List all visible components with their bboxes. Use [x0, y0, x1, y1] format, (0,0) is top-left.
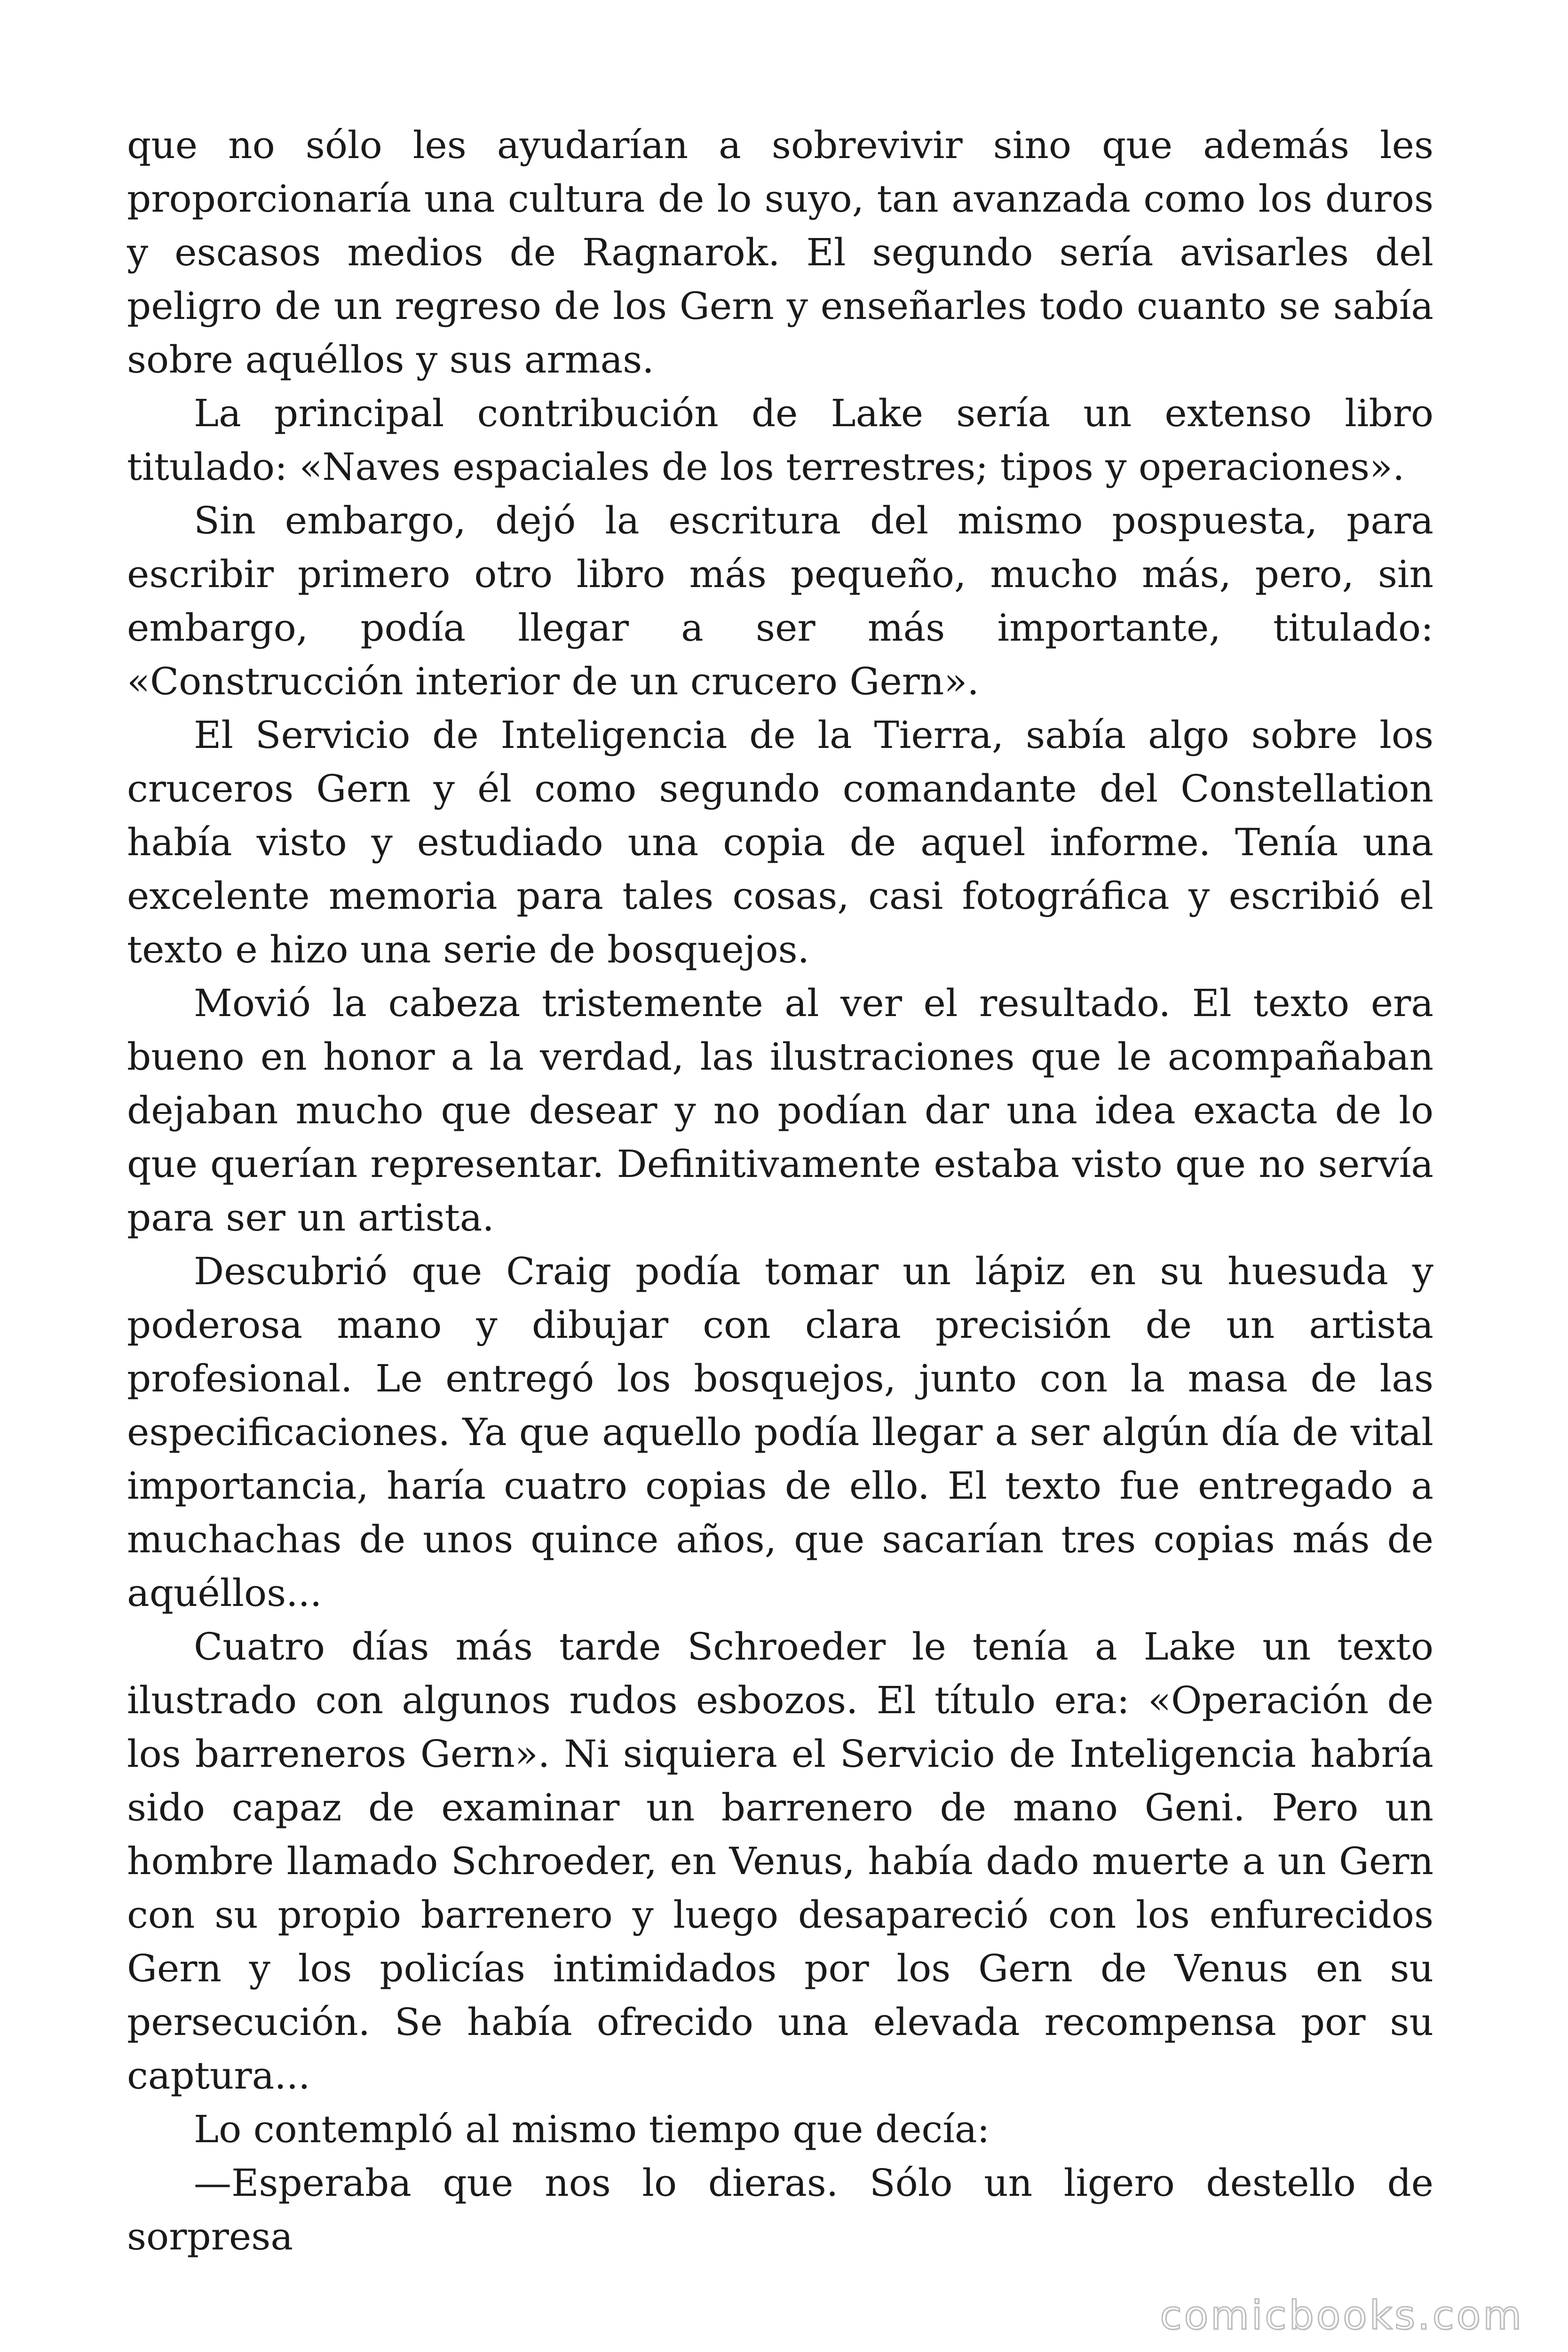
body-text [127, 119, 1433, 2264]
paragraph-4: El Servicio de Inteligencia de la Tierra, sabía algo sobre los cruceros Gern y él como segundo comandante del Constellation había visto y estudiado una copia de aquel informe. Tenía una excelente memoria para tales cosas, casi fotográfica y escribió el texto e hizo una serie de bosquejos. [127, 713, 1433, 971]
paragraph-2: La principal contribución de Lake sería un extenso libro titulado: «Naves espaciales de los terrestres; tipos y operaciones». [127, 391, 1433, 489]
paragraph-8: Lo contempló al mismo tiempo que decía: [194, 2107, 990, 2151]
paragraph-5: Movió la cabeza tristemente al ver el resultado. El texto era bueno en honor a la verdad, las ilustraciones que le acompañaban dejaban mucho que desear y no podían dar una idea exacta de lo que querían representar. Definitivamente estaba visto que no servía para ser un artista. [127, 981, 1433, 1240]
paragraph-7: Cuatro días más tarde Schroeder le tenía a Lake un texto ilustrado con algunos rudos esbozos. El título era: «Operación de los barreneros Gern». Ni siquiera el Servicio de Inteligencia habría sido capaz de examinar un barrenero de mano Geni. Pero un hombre llamado Schroeder, en Venus, había dado muerte a un Gern con su propio barrenero y luego desapareció con los enfurecidos Gern y los policías intimidados por los Gern de Venus en su persecución. Se había ofrecido una elevada recompensa por su captura... [127, 1625, 1433, 2098]
paragraph-9: —Esperaba que nos lo dieras. Sólo un ligero destello de sorpresa [127, 2161, 1433, 2258]
paragraph-3: Sin embargo, dejó la escritura del mismo pospuesta, para escribir primero otro libro más pequeño, mucho más, pero, sin embargo, podía llegar a ser más importante, titulado: «Construcción interior de un crucero Gern». [127, 499, 1433, 703]
watermark: comicbooks.com [1160, 2292, 1524, 2338]
paragraph-1: que no sólo les ayudarían a sobrevivir sino que además les proporcionaría una cultura de lo suyo, tan avanzada como los duros y escasos medios de Ragnarok. El segundo sería avisarles del peligro de un regreso de los Gern y enseñarles todo cuanto se sabía sobre aquéllos y sus armas. [127, 123, 1433, 381]
paragraph-6: Descubrió que Craig podía tomar un lápiz en su huesuda y poderosa mano y dibujar con clara precisión de un artista profesional. Le entregó los bosquejos, junto con la masa de las especificaciones. Ya que aquello podía llegar a ser algún día de vital importancia, haría cuatro copias de ello. El texto fue entregado a muchachas de unos quince años, que sacarían tres copias más de aquéllos... [127, 1249, 1433, 1615]
